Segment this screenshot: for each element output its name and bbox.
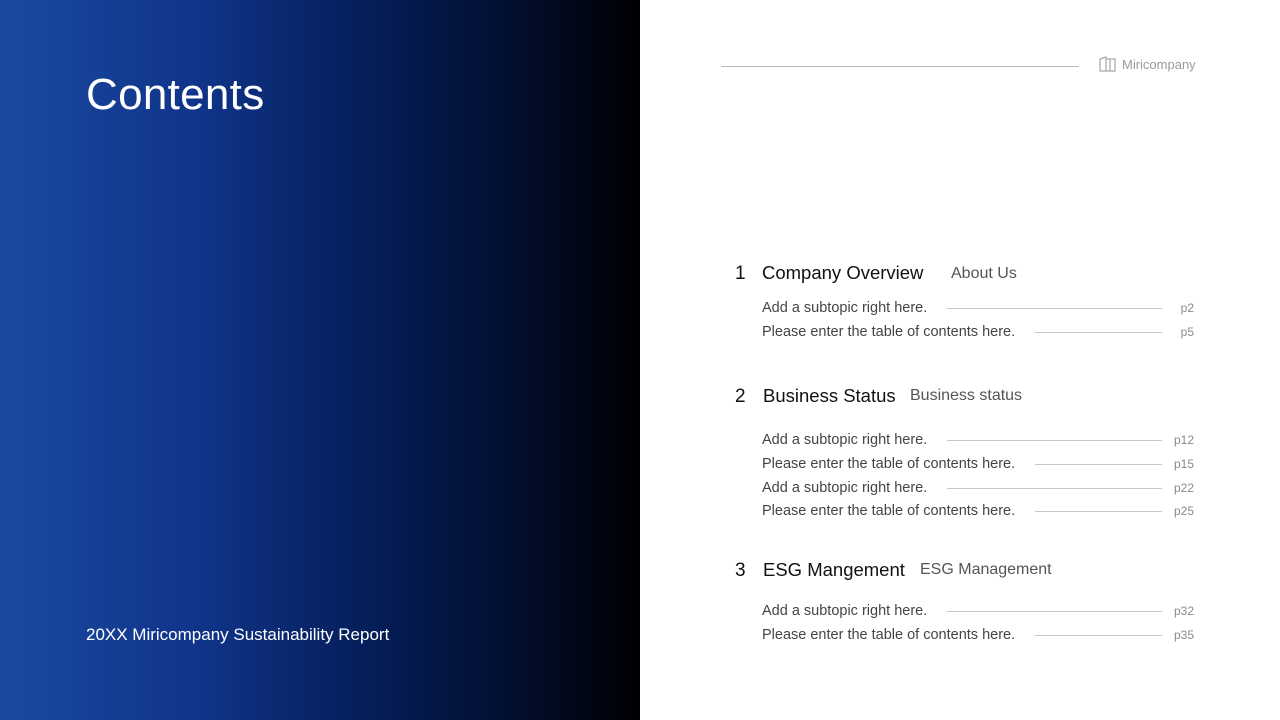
toc-item[interactable] (762, 430, 1194, 450)
section-number: 1 (735, 263, 746, 284)
toc-item[interactable] (762, 478, 1194, 498)
section-number: 2 (735, 386, 746, 407)
toc-item-page: p32 (1173, 604, 1194, 618)
toc-item-label: Please enter the table of contents here. (762, 324, 1016, 340)
toc-item-label: Add a subtopic right here. (762, 603, 928, 619)
header-divider (721, 66, 1079, 67)
toc-item-label: Add a subtopic right here. (762, 480, 928, 496)
toc-item-page: p12 (1173, 433, 1194, 447)
building-icon (1099, 56, 1116, 72)
toc-item[interactable] (762, 454, 1194, 474)
page-title: Contents (86, 70, 265, 119)
leader-line (1035, 464, 1162, 465)
toc-item[interactable] (762, 298, 1194, 318)
brand-logo (1099, 55, 1196, 73)
toc-item-page: p25 (1173, 504, 1194, 518)
section-number: 3 (735, 560, 746, 581)
toc-item[interactable] (762, 501, 1194, 521)
toc-item-label: Please enter the table of contents here. (762, 456, 1016, 472)
toc-item[interactable] (762, 625, 1194, 645)
section-title[interactable]: Business Status (763, 385, 896, 406)
leader-line (1035, 332, 1162, 333)
leader-line (947, 440, 1162, 441)
section-title[interactable]: ESG Mangement (763, 559, 905, 580)
leader-line (947, 308, 1162, 309)
toc-item-page: p22 (1173, 481, 1194, 495)
toc-item-label: Add a subtopic right here. (762, 300, 928, 316)
brand-name: Miricompany (1122, 56, 1196, 72)
leader-line (947, 488, 1162, 489)
toc-item-label: Please enter the table of contents here. (762, 627, 1016, 643)
section-subtitle: Business status (910, 387, 1023, 404)
toc-item[interactable] (762, 601, 1194, 621)
section-subtitle: ESG Management (920, 561, 1052, 578)
leader-line (1035, 635, 1162, 636)
toc-item-label: Add a subtopic right here. (762, 432, 928, 448)
leader-line (1035, 511, 1162, 512)
section-title[interactable]: Company Overview (762, 262, 924, 283)
toc-item-page: p15 (1173, 457, 1194, 471)
toc-item-label: Please enter the table of contents here. (762, 503, 1016, 519)
toc-item-page: p5 (1180, 325, 1194, 339)
leader-line (947, 611, 1162, 612)
toc-item[interactable] (762, 322, 1194, 342)
report-title: 20XX Miricompany Sustainability Report (86, 625, 390, 644)
toc-item-page: p35 (1173, 628, 1194, 642)
section-subtitle: About Us (951, 265, 1017, 282)
toc-item-page: p2 (1180, 301, 1194, 315)
